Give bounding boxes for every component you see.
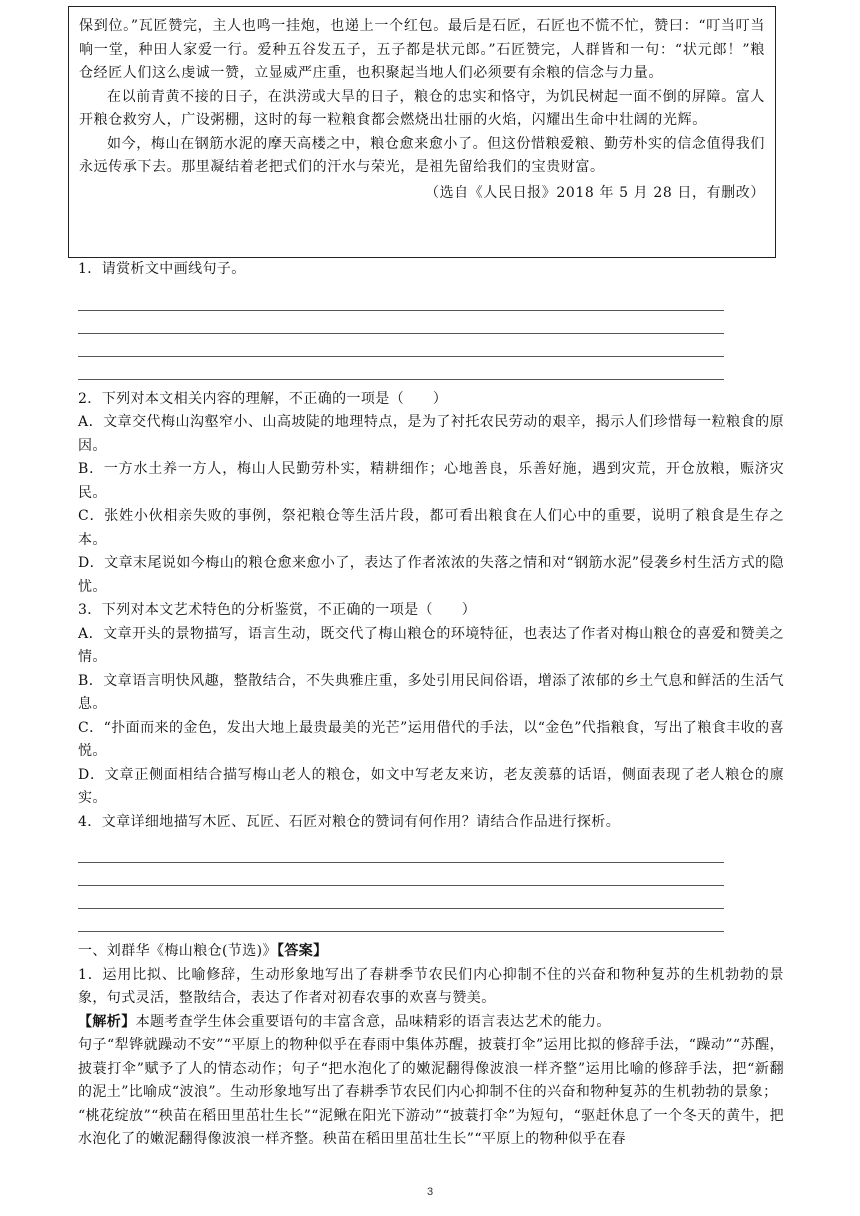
- passage-source: （选自《人民日报》2018 年 5 月 28 日，有删改）: [424, 184, 765, 201]
- analysis-label: 【解析】: [78, 1013, 136, 1030]
- questions-section: [78, 258, 784, 1152]
- question-3-option-c: C．“扑面而来的金色，发出大地上最贵最美的光芒”运用借代的手法，以“金色”代指粮食，写出了粮食丰收的喜悦。: [78, 719, 784, 759]
- answer-line: [78, 909, 724, 932]
- answer-lines-q4: [78, 840, 784, 932]
- passage-paragraph-3: 如今，梅山在钢筋水泥的摩天高楼之中，粮仓愈来愈小了。但这份惜粮爱粮、勤劳朴实的信念值得我们永远传承下去。那里凝结着老把式们的汗水与荣光，是祖先留给我们的宝贵财富。: [79, 135, 765, 175]
- answer-line: [78, 840, 724, 863]
- answer-line: [78, 334, 724, 357]
- analysis-line: [78, 1011, 784, 1035]
- passage-paragraph-1: 保到位。”瓦匠赞完，主人也鸣一挂炮，也递上一个红包。最后是石匠，石匠也不慌不忙，赞曰：“叮当叮当响一堂，种田人家爱一行。爱种五谷发五子，五子都是状元郎。”石匠赞完，人群皆和一句：“状元郎！”粮仓经匠人们这么虔诚一赞，立显威严庄重，也积聚起当地人们必须要有余粮的信念与力量。: [79, 18, 765, 81]
- answer-line: [78, 863, 724, 886]
- answer-line: [78, 311, 724, 334]
- analysis-text: 本题考查学生体会重要语句的丰富含意，品味精彩的语言表达艺术的能力。: [135, 1013, 611, 1030]
- question-4: 4．文章详细地描写木匠、瓦匠、石匠对粮仓的赞词有何作用？请结合作品进行探析。: [78, 813, 621, 830]
- question-2-stem: 2．下列对本文相关内容的理解，不正确的一项是（ ）: [78, 390, 448, 407]
- analysis-paragraph-2: “桃花绽放”“秧苗在稻田里茁壮生长”“泥鳅在阳光下游动”“披蓑打伞”为短句，“驱赶休息了一个冬天的黄牛，把水泡化了的嫩泥翻得像波浪一样齐整。秧苗在稻田里茁壮生长”“平原上的物种似乎在春: [78, 1107, 784, 1147]
- question-2-option-d: D．文章末尾说如今梅山的粮仓愈来愈小了，表达了作者浓浓的失落之情和对“钢筋水泥”侵袭乡村生活方式的隐忧。: [78, 555, 784, 595]
- answer-heading: [78, 940, 784, 964]
- answer-line: [78, 288, 724, 311]
- analysis-paragraph-1: 句子“犁铧就躁动不安”“平原上的物种似乎在春雨中集体苏醒，披蓑打伞”运用比拟的修辞手法，“躁动”“苏醒，披蓑打伞”赋予了人的情态动作；句子“把水泡化了的嫩泥翻得像波浪一样齐整”运用比喻的修辞手法，把“新翻的泥土”比喻成“波浪”。生动形象地写出了春耕季节农民们内心抑制不住的兴奋和物种复苏的生机勃勃的景象；: [78, 1037, 784, 1100]
- question-3-option-a: A．文章开头的景物描写，语言生动，既交代了梅山粮仓的环境特征，也表达了作者对梅山粮仓的喜爱和赞美之情。: [78, 625, 784, 665]
- answer-heading-label: 【答案】: [276, 943, 328, 959]
- question-3-stem: 3．下列对本文艺术特色的分析鉴赏，不正确的一项是（ ）: [78, 602, 477, 618]
- answer-line: [78, 886, 724, 909]
- question-2-option-b: B．一方水土养一方人，梅山人民勤劳朴实，精耕细作；心地善良，乐善好施，遇到灾荒，开仓放粮，赈济灾民。: [78, 461, 784, 501]
- question-2-option-a: A．文章交代梅山沟壑窄小、山高坡陡的地理特点，是为了衬托农民劳动的艰辛，揭示人们珍惜每一粒粮食的原因。: [78, 414, 784, 454]
- question-3-option-d: D．文章正侧面相结合描写梅山老人的粮仓，如文中写老友来访，老友羡慕的话语，侧面表现了老人粮仓的廪实。: [78, 766, 784, 806]
- question-3-option-b: B．文章语言明快风趣，整散结合，不失典雅庄重，多处引用民间俗语，增添了浓郁的乡土气息和鲜活的生活气息。: [78, 672, 784, 712]
- page-number: 3: [426, 1186, 434, 1198]
- answer-1: 1．运用比拟、比喻修辞，生动形象地写出了春耕季节农民们内心抑制不住的兴奋和物种复苏的生机勃勃的景象，句式灵活，整散结合，表达了作者对初春农事的欢喜与赞美。: [78, 966, 784, 1006]
- passage-paragraph-2: 在以前青黄不接的日子，在洪涝或大旱的日子，粮仓的忠实和恪守，为饥民树起一面不倒的屏障。富人开粮仓救穷人，广设粥棚，这时的每一粒粮食都会燃烧出壮丽的火焰，闪耀出生命中壮阔的光辉。: [79, 88, 765, 128]
- answer-lines-q1: [78, 288, 784, 380]
- answer-heading-title: 一、刘群华《梅山粮仓(节选)》: [78, 943, 277, 959]
- passage-box: [68, 6, 776, 258]
- question-1: 1．请赏析文中画线句子。: [78, 261, 246, 277]
- question-2-option-c: C．张姓小伙相亲失败的事例，祭祀粮仓等生活片段，都可看出粮食在人们心中的重要，说明了粮食是生存之本。: [78, 508, 784, 548]
- answer-line: [78, 357, 724, 380]
